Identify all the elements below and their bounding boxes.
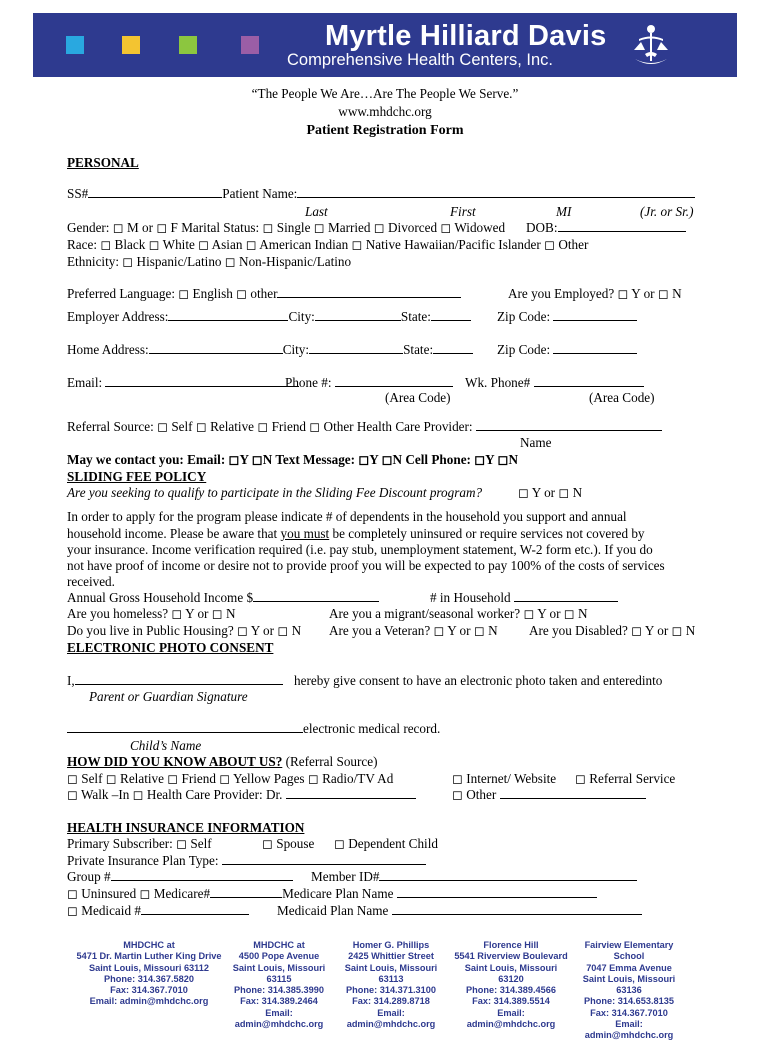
location-city: Saint Louis, Missouri 63115 [232,962,326,984]
other-option[interactable]: ◻ Other [452,787,497,802]
public-housing-options[interactable]: Do you live in Public Housing? ◻ Y or ◻ N [67,623,302,638]
spouse-option[interactable]: ◻ Spouse [262,836,315,851]
footer-location-4 [452,940,570,1030]
personal-heading: PERSONAL [67,155,139,170]
area-code-label: (Area Code) [385,390,451,405]
name-suffix-label: (Jr. or Sr.) [640,204,694,219]
how-know-sub: (Referral Source) [282,754,378,769]
income-row [67,590,379,606]
employed-options[interactable]: Are you Employed? ◻ Y or ◻ N [508,286,682,301]
disabled-options[interactable]: Are you Disabled? ◻ Y or ◻ N [529,623,696,638]
homeless-options[interactable]: Are you homeless? ◻ Y or ◻ N [67,606,236,621]
state-label: State: [400,309,431,324]
location-phone: Phone: 314.371.3100 [346,985,436,996]
sliding-fee-heading: SLIDING FEE POLICY [67,469,207,484]
consent-row [67,673,283,689]
sliding-para-2 [67,526,645,542]
location-street: 2425 Whittier Street [348,951,434,962]
medicare-plan-field[interactable] [397,886,597,898]
org-subtitle: Comprehensive Health Centers, Inc. [287,51,553,69]
zip-label: Zip Code: [497,342,551,357]
household-label: # in Household [430,590,511,605]
child-name-row [67,721,440,737]
subscriber-options[interactable]: Primary Subscriber: ◻ Self [67,836,212,851]
name-last-label: Last [305,204,328,219]
location-street: 7047 Emma Avenue [586,962,672,973]
dob-field[interactable] [558,220,686,232]
location-fax: Fax: 314.367.7010 [590,1007,668,1018]
location-phone: Phone: 314.385.3990 [234,985,324,996]
location-email[interactable]: Email: admin@mhdchc.org [234,1007,324,1030]
location-city: Saint Louis, Missouri 63120 [464,962,558,984]
sliding-para-3: your insurance. Income verification required (i.e. pay stub, unemployment statement, W-2 form etc.). If you do [67,542,653,557]
employer-city-field[interactable] [315,309,401,321]
city-label: City: [288,309,315,324]
ss-row [67,186,695,202]
consent-text: hereby give consent to have an electronic photo taken and enteredinto [294,673,663,688]
home-zip-row [497,342,637,358]
email-row [67,375,299,391]
location-fax: Fax: 314.367.7010 [110,985,188,996]
how-know-heading: HOW DID YOU KNOW ABOUT US? [67,754,283,769]
phone-field[interactable] [335,375,453,387]
city-label: City: [282,342,310,357]
home-address-label: Home Address: [67,342,149,357]
uninsured-medicare-options[interactable]: ◻ Uninsured ◻ Medicare# [67,886,211,901]
wk-phone-field[interactable] [534,375,644,387]
income-field[interactable] [253,590,379,602]
sliding-para-2b: be completely uninsured or require services not covered by [329,526,645,541]
patient-name-label: Patient Name: [222,186,298,201]
sliding-fee-question: Are you seeking to qualify to participate in the Sliding Fee Discount program? [67,485,483,500]
website-url: www.mhdchc.org [338,104,432,119]
location-phone: Phone: 314.653.8135 [584,996,674,1007]
medicaid-plan-label: Medicaid Plan Name [277,903,389,918]
location-street: 5541 Riverview Boulevard [454,951,568,962]
gender-marital-options[interactable]: Gender: ◻ M or ◻ F Marital Status: ◻ Single ◻ Married ◻ Divorced ◻ Widowed [67,220,506,235]
sliding-para-2a: household income. Please be aware that [67,526,281,541]
employer-state-field[interactable] [431,309,471,321]
medicare-number-field[interactable] [210,886,282,898]
location-phone: Phone: 314.367.5820 [104,973,194,984]
internet-option[interactable]: ◻ Internet/ Website [452,771,557,786]
footer-location-3 [333,940,449,1030]
veteran-options[interactable]: Are you a Veteran? ◻ Y or ◻ N [329,623,498,638]
sliding-para-1: In order to apply for the program please indicate # of dependents in the household you support and annual [67,509,627,524]
location-phone: Phone: 314.389.4566 [466,985,556,996]
member-row [311,869,637,885]
medicaid-option[interactable]: ◻ Medicaid # [67,903,141,918]
medicaid-plan-field[interactable] [392,903,642,915]
location-fax: Fax: 314.289.8718 [352,996,430,1007]
header-banner [33,13,737,77]
wk-phone-label: Wk. Phone# [465,375,531,390]
home-city-field[interactable] [309,342,403,354]
area-code-label: (Area Code) [589,390,655,405]
sliding-para-2-emphasis: you must [280,526,330,541]
motto: “The People We Are…Are The People We Serve.” [251,86,519,101]
referral-source-options[interactable]: Referral Source: ◻ Self ◻ Relative ◻ Friend ◻ Other Health Care Provider: [67,419,473,434]
ss-field[interactable] [88,186,222,198]
form-title: Patient Registration Form [306,123,464,138]
footer-location-5 [570,940,688,1042]
name-first-label: First [450,204,476,219]
provider-name-field[interactable] [286,787,416,799]
referral-provider-field[interactable] [476,419,662,431]
employer-address-field[interactable] [168,309,288,321]
other-language-field[interactable] [277,286,461,298]
location-name: Homer G. Phillips [352,940,430,950]
referral-name-label: Name [520,435,552,450]
state-label: State: [403,342,434,357]
member-label: Member ID# [311,869,380,884]
location-street: 5471 Dr. Martin Luther King Drive [76,951,222,962]
location-email[interactable]: Email: admin@mhdchc.org [466,1007,556,1030]
household-field[interactable] [514,590,618,602]
color-square-2 [122,36,140,54]
employer-address-label: Employer Address: [67,309,169,324]
home-state-field[interactable] [433,342,473,354]
location-name: MHDCHC at [123,940,175,950]
dependent-option[interactable]: ◻ Dependent Child [334,836,438,851]
location-name: Florence Hill [483,940,539,950]
emr-text: electronic medical record. [303,721,441,736]
group-label: Group # [67,869,111,884]
logo-icon [629,23,673,69]
private-plan-row [67,853,426,869]
phone-label: Phone #: [285,375,332,390]
ethnicity-options[interactable]: Ethnicity: ◻ Hispanic/Latino ◻ Non-Hispanic/Latino [67,254,352,269]
location-street: 4500 Pope Avenue [238,951,320,962]
sliding-para-4: not have proof of income or desire not to provide proof you will be expected to pay 100% of the costs of services [67,558,665,573]
how-know-row-2 [67,787,416,803]
org-name: Myrtle Hilliard Davis [325,20,607,52]
referral-service-option[interactable]: ◻ Referral Service [575,771,676,786]
email-field[interactable] [105,375,299,387]
consent-i-label: I, [67,673,75,688]
location-fax: Fax: 314.389.2464 [240,996,318,1007]
other-row [452,787,646,803]
how-know-heading-row [67,754,378,770]
child-name-field[interactable] [67,721,303,733]
income-label: Annual Gross Household Income $ [67,590,254,605]
location-name: Fairview Elementary School [584,940,674,962]
location-email[interactable]: Email: admin@mhdchc.org [89,996,209,1007]
home-zip-field[interactable] [553,342,637,354]
footer-location-2 [221,940,337,1030]
dob-row [526,220,686,236]
migrant-options[interactable]: Are you a migrant/seasonal worker? ◻ Y or ◻ N [329,606,588,621]
group-row [67,869,293,885]
sliding-para-5: received. [67,574,115,589]
child-name-label: Child’s Name [130,738,202,753]
dob-label: DOB: [526,220,558,235]
race-options[interactable]: Race: ◻ Black ◻ White ◻ Asian ◻ American Indian ◻ Native Hawaiian/Pacific Islander ◻ Other [67,237,589,252]
location-email[interactable]: Email: admin@mhdchc.org [584,1019,674,1041]
home-address-field[interactable] [149,342,283,354]
private-plan-field[interactable] [222,853,426,865]
sliding-fee-answer[interactable]: ◻ Y or ◻ N [518,485,583,500]
wk-phone-row [465,375,644,391]
contact-preferences[interactable]: May we contact you: Email: ◻Y ◻N Text Message: ◻Y ◻N Cell Phone: ◻Y ◻N [67,452,518,467]
medicaid-plan-row [277,903,642,919]
how-know-options-2[interactable]: ◻ Walk –In ◻ Health Care Provider: Dr. [67,787,283,802]
medicare-plan-label: Medicare Plan Name [282,886,394,901]
referral-source-row [67,419,662,435]
zip-label: Zip Code: [497,309,551,324]
preferred-language-options[interactable]: Preferred Language: ◻ English ◻ other [67,286,278,301]
guardian-signature-field[interactable] [75,673,283,685]
email-label: Email: [67,375,103,390]
employer-address-row [67,309,471,325]
location-city: Saint Louis, Missouri 63136 [582,973,676,996]
medicaid-row [67,903,249,919]
location-fax: Fax: 314.389.5514 [472,996,550,1007]
location-city: Saint Louis, Missouri 63113 [344,962,438,984]
location-email[interactable]: Email: admin@mhdchc.org [346,1007,436,1030]
color-square-4 [241,36,259,54]
location-city: Saint Louis, Missouri 63112 [89,962,209,973]
patient-name-field[interactable] [297,186,695,198]
name-mi-label: MI [556,204,572,219]
location-name: MHDCHC at [253,940,305,950]
medicaid-number-field[interactable] [141,903,249,915]
other-field[interactable] [500,787,646,799]
household-row [430,590,618,606]
color-square-1 [66,36,84,54]
phone-row [285,375,453,391]
gender-marital-row [67,220,505,236]
home-address-row [67,342,473,358]
private-plan-label: Private Insurance Plan Type: [67,853,219,868]
how-know-options-1[interactable]: ◻ Self ◻ Relative ◻ Friend ◻ Yellow Pages ◻ Radio/TV Ad [67,771,394,786]
photo-consent-heading: ELECTRONIC PHOTO CONSENT [67,640,274,655]
group-field[interactable] [111,869,293,881]
medicare-row [67,886,597,902]
guardian-signature-label: Parent or Guardian Signature [89,689,248,704]
member-field[interactable] [379,869,637,881]
employer-zip-field[interactable] [553,309,637,321]
employer-zip-row [497,309,637,325]
color-square-3 [179,36,197,54]
ss-label: SS# [67,186,89,201]
footer-location-1 [76,940,222,1008]
preferred-language-row [67,286,461,302]
insurance-heading: HEALTH INSURANCE INFORMATION [67,820,305,835]
